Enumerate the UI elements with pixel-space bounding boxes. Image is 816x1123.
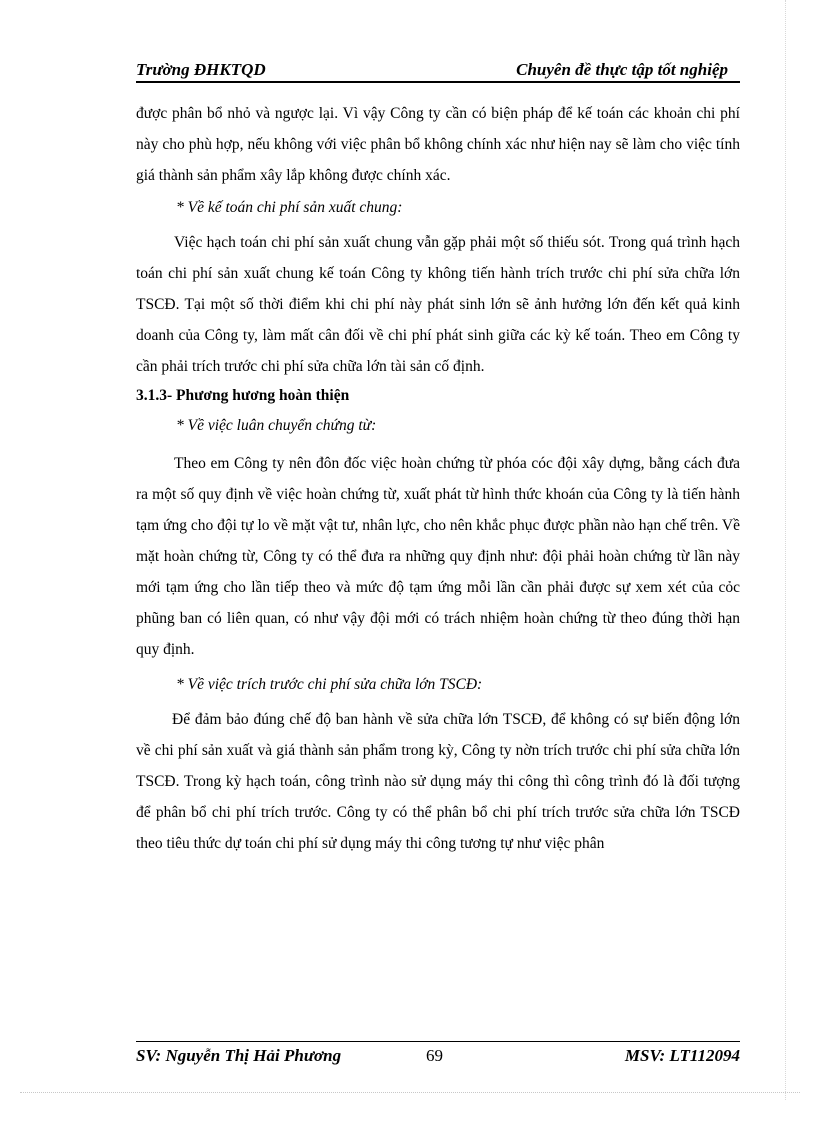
header-rule [136, 81, 740, 83]
footer-rule [136, 1041, 740, 1042]
header-title: Chuyên đề thực tập tốt nghiệp [516, 60, 728, 79]
page-footer [136, 1046, 740, 1070]
subheading-general-costs: * Về kế toán chi phí sản xuất chung: [176, 199, 403, 216]
page-edge-bottom [20, 1092, 800, 1093]
section-heading-3-1-3: 3.1.3- Phương hương hoàn thiện [136, 387, 350, 404]
page-number: 69 [426, 1046, 443, 1065]
paragraph-general-costs: Việc hạch toán chi phí sản xuất chung vẫn gặp phải một số thiếu sót. Trong quá trình hạch toán chi phí sản xuất chung kế toán Công ty không tiến hành trích trước chi phí sửa chữa lớn TSCĐ. Tại một số thời điểm khi chi phí này phát sinh lớn sẽ ảnh hưởng lớn đến kết quả kinh doanh của Công ty, làm mất cân đối về chi phí phát sinh giữa các kỳ kế toán. Theo em Công ty cần phải trích trước chi phí sửa chữa lớn tài sản cố định. [136, 234, 740, 375]
page-edge-right [785, 0, 786, 1100]
paragraph-document-flow: Theo em Công ty nên đôn đốc việc hoàn chứng từ phóa cóc đội xây dựng, bằng cách đưa ra một số quy định về việc hoàn chứng từ, xuất phát từ hình thức khoán của Công ty là tiến hành tạm ứng cho đội tự lo về mặt vật tư, nhân lực, cho nên khắc phục được phần nào hạn chế trên. Về mặt hoàn chứng từ, Công ty có thể đưa ra những quy định như: đội phải hoàn chứng từ lần này mới tạm ứng cho lần tiếp theo và mức độ tạm ứng mỗi lần cần phải được sự xem xét của cỏc phũng ban có liên quan, có như vậy đội mới có trách nhiệm hoàn chứng từ theo đúng thời hạn quy định. [136, 455, 740, 658]
subheading-document-flow: * Về việc luân chuyển chứng từ: [176, 417, 377, 434]
subheading-repair-provision: * Về việc trích trước chi phí sửa chữa lớn TSCĐ: [176, 676, 483, 693]
page-header [136, 58, 740, 82]
header-school: Trường ĐHKTQD [136, 60, 266, 79]
paragraph-repair-provision: Để đảm bảo đúng chế độ ban hành về sửa chữa lớn TSCĐ, để không có sự biến động lớn về chi phí sản xuất và giá thành sản phẩm trong kỳ, Công ty nờn trích trước chi phí sửa chữa lớn TSCĐ. Trong kỳ hạch toán, công trình nào sử dụng máy thi công thì công trình đó là đối tượng để phân bổ chi phí trích trước. Công ty có thể phân bổ chi phí trích trước sửa chữa lớn TSCĐ theo tiêu thức dự toán chi phí sử dụng máy thi công tương tự như việc phân [136, 711, 740, 852]
footer-student-id: MSV: LT112094 [624, 1046, 740, 1065]
body-text [136, 98, 740, 859]
paragraph-allocation: được phân bổ nhỏ và ngược lại. Vì vậy Công ty cần có biện pháp để kế toán các khoản chi phí này cho phù hợp, nếu không với việc phân bổ không chính xác như hiện nay sẽ làm cho việc tính giá thành sản phẩm xây lắp không được chính xác. [136, 105, 740, 184]
footer-student: SV: Nguyễn Thị Hải Phương [136, 1046, 342, 1065]
